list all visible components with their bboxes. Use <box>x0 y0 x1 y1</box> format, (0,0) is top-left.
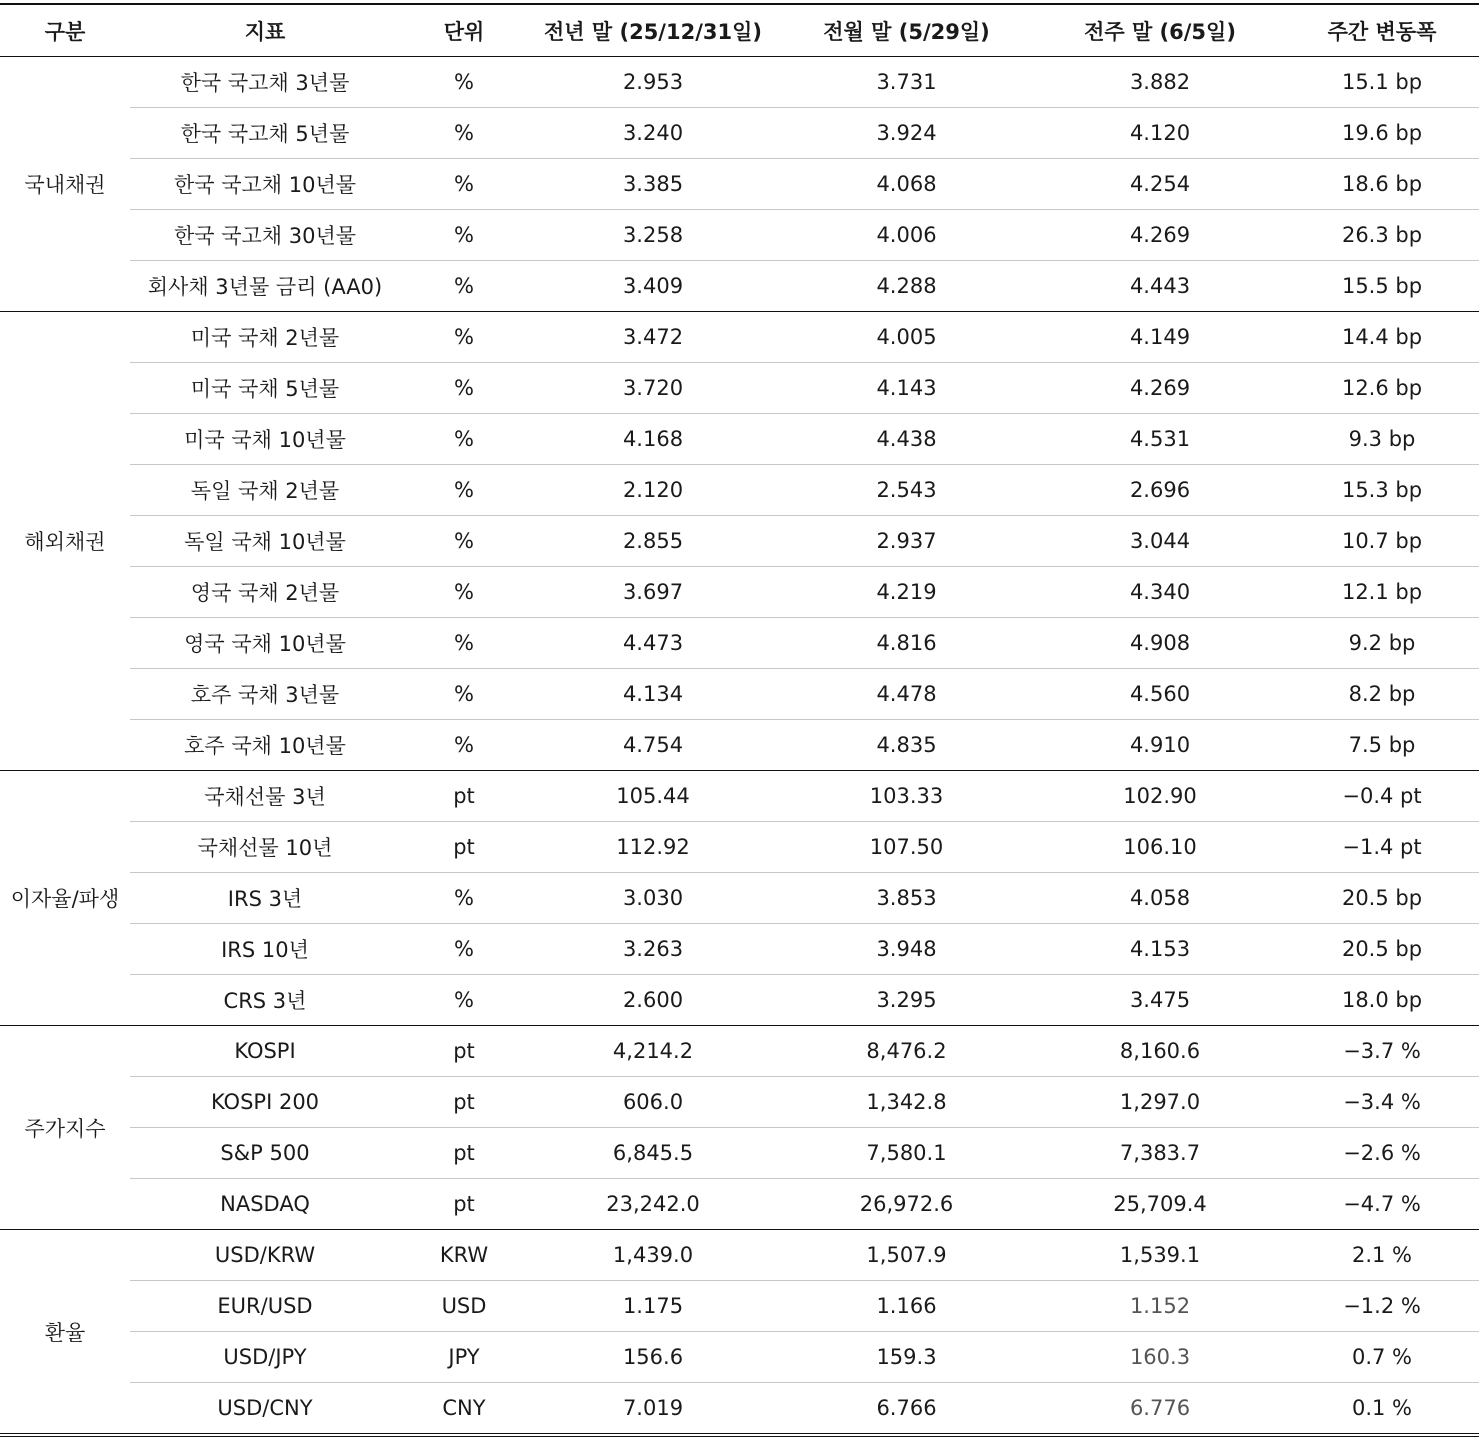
prev-week-end-value: 4.254 <box>1035 159 1285 210</box>
weekly-change: 15.3 bp <box>1285 465 1479 516</box>
prev-month-end-value: 4.068 <box>778 159 1035 210</box>
header-weekly-change: 주간 변동폭 <box>1285 4 1479 57</box>
prev-week-end-value: 4.058 <box>1035 873 1285 924</box>
prev-week-end-value: 4.269 <box>1035 363 1285 414</box>
prev-year-end-value: 3.030 <box>528 873 778 924</box>
table-body <box>0 57 1479 1436</box>
category-cell: 주가지수 <box>0 1026 130 1230</box>
prev-month-end-value: 4.478 <box>778 669 1035 720</box>
indicator-name: 미국 국채 2년물 <box>130 312 400 363</box>
prev-year-end-value: 2.600 <box>528 975 778 1026</box>
header-prev-month-end: 전월 말 (5/29일) <box>778 4 1035 57</box>
unit: CNY <box>442 1396 486 1420</box>
prev-year-end-value: 3.240 <box>528 108 778 159</box>
category-cell: 국내채권 <box>0 57 130 312</box>
indicator-name: IRS 10년 <box>130 924 400 975</box>
prev-year-end-value: 6,845.5 <box>528 1128 778 1179</box>
prev-week-end-value: 4.120 <box>1035 108 1285 159</box>
weekly-change: 10.7 bp <box>1285 516 1479 567</box>
unit: % <box>400 312 528 363</box>
prev-year-end-value: 606.0 <box>528 1077 778 1128</box>
table-row <box>0 975 1479 1026</box>
prev-month-end-value: 3.295 <box>778 975 1035 1026</box>
prev-month-end-value: 103.33 <box>778 771 1035 822</box>
prev-month-end-value: 26,972.6 <box>778 1179 1035 1230</box>
prev-month-end-value: 4.005 <box>778 312 1035 363</box>
indicator-name: NASDAQ <box>130 1179 400 1230</box>
unit: pt <box>400 1179 528 1230</box>
table-row <box>0 414 1479 465</box>
prev-month-end-value: 2.543 <box>778 465 1035 516</box>
indicator-name: 영국 국채 10년물 <box>130 618 400 669</box>
indicator-name: 한국 국고채 5년물 <box>130 108 400 159</box>
prev-year-end-value: 3.263 <box>528 924 778 975</box>
header-indicator: 지표 <box>130 4 400 57</box>
header-prev-week-end: 전주 말 (6/5일) <box>1035 4 1285 57</box>
prev-year-end-value: 2.953 <box>528 57 778 108</box>
prev-week-end-value: 4.560 <box>1035 669 1285 720</box>
table-row <box>0 312 1479 363</box>
table-row <box>0 567 1479 618</box>
prev-year-end-value: 2.120 <box>528 465 778 516</box>
table-row <box>0 924 1479 975</box>
prev-month-end-value: 6.766 <box>876 1396 937 1420</box>
weekly-change: 26.3 bp <box>1285 210 1479 261</box>
table-row <box>0 873 1479 924</box>
table-row <box>0 669 1479 720</box>
prev-year-end-value: 1.175 <box>528 1281 778 1332</box>
indicator-name: 국채선물 3년 <box>130 771 400 822</box>
weekly-change: −1.2 % <box>1285 1281 1479 1332</box>
unit: % <box>400 261 528 312</box>
prev-month-end-value: 4.438 <box>778 414 1035 465</box>
prev-month-end-value: 3.731 <box>778 57 1035 108</box>
table-row <box>0 1077 1479 1128</box>
indicator-name: 호주 국채 3년물 <box>130 669 400 720</box>
prev-week-end-value: 4.153 <box>1035 924 1285 975</box>
indicator-name: 국채선물 10년 <box>130 822 400 873</box>
indicator-name: 미국 국채 10년물 <box>130 414 400 465</box>
prev-month-end-value: 7,580.1 <box>778 1128 1035 1179</box>
header-prev-year-end: 전년 말 (25/12/31일) <box>528 4 778 57</box>
header-row <box>0 4 1479 57</box>
prev-month-end-value: 3.948 <box>778 924 1035 975</box>
prev-week-end-value: 4.531 <box>1035 414 1285 465</box>
table-row <box>0 720 1479 771</box>
prev-month-end-value: 1,342.8 <box>778 1077 1035 1128</box>
weekly-change: 19.6 bp <box>1285 108 1479 159</box>
prev-year-end-value: 4.473 <box>528 618 778 669</box>
indicator-name: 회사채 3년물 금리 (AA0) <box>130 261 400 312</box>
table-row <box>0 618 1479 669</box>
table-row <box>0 363 1479 414</box>
prev-week-end-value: 1,297.0 <box>1035 1077 1285 1128</box>
weekly-change: 12.6 bp <box>1285 363 1479 414</box>
indicator-name: CRS 3년 <box>130 975 400 1026</box>
unit: % <box>400 363 528 414</box>
indicator-name: 호주 국채 10년물 <box>130 720 400 771</box>
unit: pt <box>400 771 528 822</box>
weekly-change: 9.3 bp <box>1285 414 1479 465</box>
unit: pt <box>400 1026 528 1077</box>
prev-week-end-value: 8,160.6 <box>1035 1026 1285 1077</box>
indicator-name: 한국 국고채 3년물 <box>130 57 400 108</box>
indicator-name: 미국 국채 5년물 <box>130 363 400 414</box>
prev-week-end-value: 160.3 <box>1035 1332 1285 1383</box>
prev-week-end-value: 4.908 <box>1035 618 1285 669</box>
table-row <box>0 822 1479 873</box>
prev-year-end-value: 4.134 <box>528 669 778 720</box>
prev-month-end-value: 1.166 <box>778 1281 1035 1332</box>
prev-year-end-value: 105.44 <box>528 771 778 822</box>
prev-month-end-value: 3.853 <box>778 873 1035 924</box>
table-row <box>0 465 1479 516</box>
prev-week-end-value: 3.882 <box>1035 57 1285 108</box>
weekly-change: −1.4 pt <box>1285 822 1479 873</box>
prev-week-end-value: 4.269 <box>1035 210 1285 261</box>
unit: pt <box>400 1077 528 1128</box>
unit: % <box>400 108 528 159</box>
weekly-change: 9.2 bp <box>1285 618 1479 669</box>
category-cell: 해외채권 <box>0 312 130 771</box>
prev-month-end-value: 4.288 <box>778 261 1035 312</box>
prev-week-end-value: 4.910 <box>1035 720 1285 771</box>
prev-year-end-value: 1,439.0 <box>528 1230 778 1281</box>
table-row <box>0 57 1479 108</box>
indicator-name: KOSPI 200 <box>130 1077 400 1128</box>
prev-year-end-value: 4.168 <box>528 414 778 465</box>
header-unit: 단위 <box>400 4 528 57</box>
weekly-change: 2.1 % <box>1285 1230 1479 1281</box>
indicator-name: 영국 국채 2년물 <box>130 567 400 618</box>
weekly-change: −3.4 % <box>1285 1077 1479 1128</box>
weekly-change: 20.5 bp <box>1285 873 1479 924</box>
unit: % <box>400 57 528 108</box>
prev-week-end-value: 1.152 <box>1035 1281 1285 1332</box>
prev-month-end-value: 1,507.9 <box>778 1230 1035 1281</box>
indicator-name: USD/JPY <box>130 1332 400 1383</box>
indicator-name: EUR/USD <box>130 1281 400 1332</box>
prev-week-end-value: 106.10 <box>1035 822 1285 873</box>
unit: % <box>400 414 528 465</box>
prev-week-end-value: 1,539.1 <box>1035 1230 1285 1281</box>
unit: pt <box>400 1128 528 1179</box>
weekly-change: 18.0 bp <box>1285 975 1479 1026</box>
unit: % <box>400 975 528 1026</box>
market-indicator-table <box>0 3 1479 1437</box>
table-row <box>0 261 1479 312</box>
prev-week-end-value: 4.443 <box>1035 261 1285 312</box>
weekly-change: 14.4 bp <box>1285 312 1479 363</box>
unit: % <box>400 210 528 261</box>
prev-month-end-value: 159.3 <box>778 1332 1035 1383</box>
indicator-name: 한국 국고채 10년물 <box>130 159 400 210</box>
prev-week-end-value: 7,383.7 <box>1035 1128 1285 1179</box>
weekly-change: 20.5 bp <box>1285 924 1479 975</box>
prev-year-end-value: 3.697 <box>528 567 778 618</box>
weekly-change: 8.2 bp <box>1285 669 1479 720</box>
indicator-name: KOSPI <box>130 1026 400 1077</box>
prev-year-end-value: 23,242.0 <box>528 1179 778 1230</box>
table-row <box>0 1230 1479 1281</box>
unit: % <box>400 669 528 720</box>
prev-month-end-value: 4.835 <box>778 720 1035 771</box>
unit: USD <box>400 1281 528 1332</box>
table-row <box>0 1026 1479 1077</box>
prev-year-end-value: 3.720 <box>528 363 778 414</box>
prev-year-end-value: 4,214.2 <box>528 1026 778 1077</box>
table-row <box>0 159 1479 210</box>
prev-month-end-value: 2.937 <box>778 516 1035 567</box>
unit: KRW <box>400 1230 528 1281</box>
prev-year-end-value: 4.754 <box>528 720 778 771</box>
prev-month-end-value: 107.50 <box>778 822 1035 873</box>
table-row <box>0 1383 1479 1436</box>
prev-month-end-value: 8,476.2 <box>778 1026 1035 1077</box>
indicator-name: IRS 3년 <box>130 873 400 924</box>
indicator-name: 독일 국채 10년물 <box>130 516 400 567</box>
prev-week-end-value: 3.044 <box>1035 516 1285 567</box>
prev-year-end-value: 156.6 <box>528 1332 778 1383</box>
unit: % <box>400 924 528 975</box>
table-row <box>0 1332 1479 1383</box>
unit: % <box>400 465 528 516</box>
prev-week-end-value: 4.340 <box>1035 567 1285 618</box>
prev-year-end-value: 3.385 <box>528 159 778 210</box>
unit: pt <box>400 822 528 873</box>
unit: JPY <box>400 1332 528 1383</box>
prev-year-end-value: 3.258 <box>528 210 778 261</box>
prev-month-end-value: 4.219 <box>778 567 1035 618</box>
table-row <box>0 210 1479 261</box>
unit: % <box>400 516 528 567</box>
prev-year-end-value: 3.472 <box>528 312 778 363</box>
weekly-change: −0.4 pt <box>1285 771 1479 822</box>
weekly-change: 0.1 % <box>1351 1396 1413 1420</box>
prev-week-end-value: 2.696 <box>1035 465 1285 516</box>
category-cell: 이자율/파생 <box>0 771 130 1026</box>
weekly-change: −2.6 % <box>1285 1128 1479 1179</box>
weekly-change: 0.7 % <box>1285 1332 1479 1383</box>
prev-year-end-value: 3.409 <box>528 261 778 312</box>
indicator-name: 독일 국채 2년물 <box>130 465 400 516</box>
unit: % <box>400 873 528 924</box>
prev-year-end-value: 2.855 <box>528 516 778 567</box>
prev-month-end-value: 4.143 <box>778 363 1035 414</box>
table-row <box>0 1128 1479 1179</box>
prev-year-end-value: 7.019 <box>622 1396 684 1420</box>
weekly-change: 12.1 bp <box>1285 567 1479 618</box>
prev-month-end-value: 4.006 <box>778 210 1035 261</box>
table-row <box>0 771 1479 822</box>
weekly-change: 18.6 bp <box>1285 159 1479 210</box>
table-row <box>0 516 1479 567</box>
unit: % <box>400 618 528 669</box>
table-row <box>0 1179 1479 1230</box>
table-row <box>0 1281 1479 1332</box>
weekly-change: 15.1 bp <box>1285 57 1479 108</box>
prev-week-end-value: 102.90 <box>1035 771 1285 822</box>
category-cell: 환율 <box>0 1230 130 1436</box>
prev-year-end-value: 112.92 <box>528 822 778 873</box>
indicator-name: USD/CNY <box>217 1396 313 1420</box>
prev-week-end-value: 3.475 <box>1035 975 1285 1026</box>
prev-week-end-value: 6.776 <box>1129 1396 1191 1420</box>
indicator-name: S&P 500 <box>130 1128 400 1179</box>
header-category: 구분 <box>0 4 130 57</box>
prev-week-end-value: 4.149 <box>1035 312 1285 363</box>
unit: % <box>400 159 528 210</box>
weekly-change: 15.5 bp <box>1285 261 1479 312</box>
indicator-name: 한국 국고채 30년물 <box>130 210 400 261</box>
weekly-change: −3.7 % <box>1285 1026 1479 1077</box>
weekly-change: −4.7 % <box>1285 1179 1479 1230</box>
table-row <box>0 108 1479 159</box>
unit: % <box>400 720 528 771</box>
prev-month-end-value: 3.924 <box>778 108 1035 159</box>
prev-week-end-value: 25,709.4 <box>1035 1179 1285 1230</box>
weekly-change: 7.5 bp <box>1285 720 1479 771</box>
prev-month-end-value: 4.816 <box>778 618 1035 669</box>
unit: % <box>400 567 528 618</box>
indicator-name: USD/KRW <box>130 1230 400 1281</box>
